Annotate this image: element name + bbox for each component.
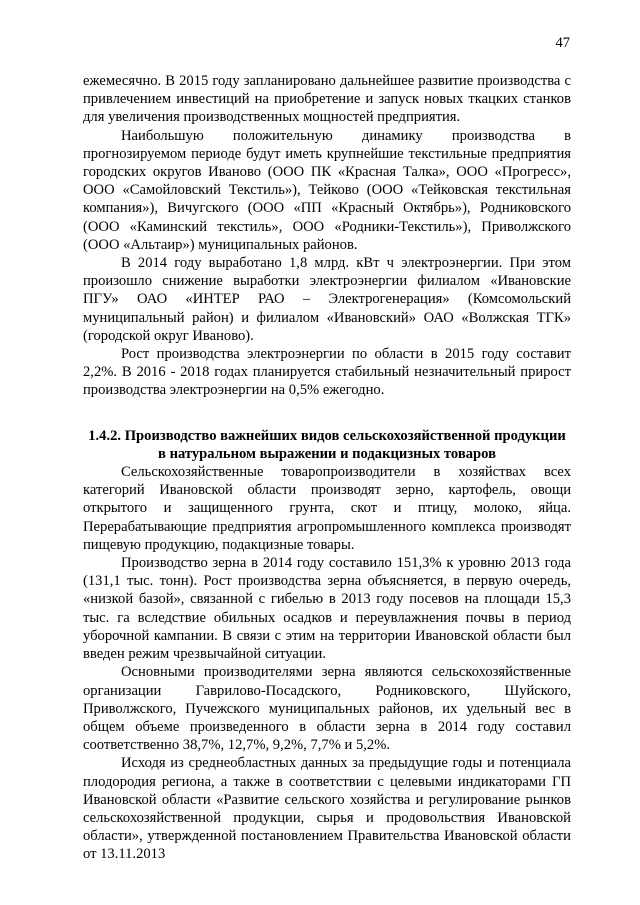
page-content bbox=[83, 72, 571, 864]
paragraph: ежемесячно. В 2015 году запланировано дальнейшее развитие производства с привлечением инвестиций на приобретение и запуск новых ткацких станков для увеличения производственных мощностей предприятия. bbox=[83, 73, 571, 126]
section-heading: 1.4.2. Производство важнейших видов сельскохозяйственной продукции в натуральном выражении и подакцизных товаров bbox=[88, 427, 566, 462]
paragraph: Рост производства электроэнергии по области в 2015 году составит 2,2%. В 2016 - 2018 годах планируется стабильный незначительный прирост производства электроэнергии на 0,5% ежегодно. bbox=[83, 346, 571, 399]
paragraph: Наибольшую положительную динамику производства в прогнозируемом периоде будут иметь крупнейшие текстильные предприятия городских округов Иваново (ООО ПК «Красная Талка», ООО «Прогресс», ООО «Самойловский Текстиль»), Тейково (ООО «Тейковская текстильная компания»), Вичугского (ООО «ПП «Красный Октябрь»), Родниковского (ООО «Каминский текстиль», ООО «Родники-Текстиль»), Приволжского (ООО «Альтаир») муниципальных районов. bbox=[83, 127, 571, 253]
paragraph: Производство зерна в 2014 году составило 151,3% к уровню 2013 года (131,1 тыс. тонн). Рост производства зерна объясняется, в первую очередь, «низкой базой», связанной с гибелью в 2013 году посевов на площади 15,3 тыс. га вследствие обильных осадков и переувлажнения почвы в период уборочной кампании. В связи с этим на территории Ивановской области был введен режим чрезвычайной ситуации. bbox=[83, 555, 571, 663]
paragraph: Исходя из среднеобластных данных за предыдущие годы и потенциала плодородия региона, а также в соответствии с целевыми индикаторами ГП Ивановской области «Развитие сельского хозяйства и регулирование рынков сельскохозяйственной продукции, сырья и продовольствия Ивановской области», утвержденной постановлением Правительства Ивановской области от 13.11.2013 bbox=[83, 755, 571, 863]
paragraph: Основными производителями зерна являются сельскохозяйственные организации Гаврилово-Посадского, Родниковского, Шуйского, Приволжского, Пучежского муниципальных районов, их удельный вес в общем объеме произведенного в области зерна в 2014 году составил соответственно 38,7%, 12,7%, 9,2%, 7,7% и 5,2%. bbox=[83, 664, 571, 754]
paragraph: Сельскохозяйственные товаропроизводители в хозяйствах всех категорий Ивановской области производят зерно, картофель, овощи открытого и защищенного грунта, скот и птицу, молоко, яйца. Перерабатывающие предприятия агропромышленного комплекса производят пищевую продукцию, подакцизные товары. bbox=[83, 464, 571, 553]
paragraph: В 2014 году выработано 1,8 млрд. кВт ч электроэнергии. При этом произошло снижение выработки электроэнергии филиалом «Ивановские ПГУ» ОАО «ИНТЕР РАО – Электрогенерация» (Комсомольский муниципальный район) и филиалом «Ивановский» ОАО «Волжская ТГК» (городской округ Иваново). bbox=[83, 255, 571, 344]
page-number: 47 bbox=[555, 35, 570, 51]
